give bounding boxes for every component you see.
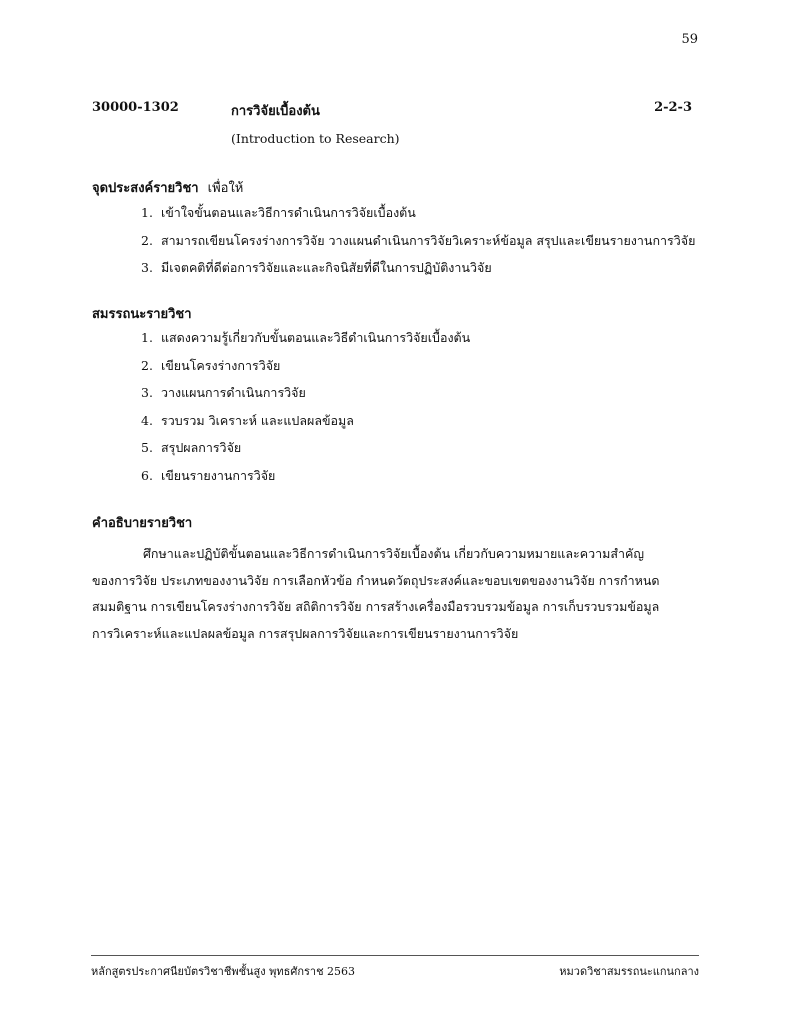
page-number: 59 — [681, 32, 698, 47]
description-line: สมมติฐาน การเขียนโครงร่างการวิจัย สถิติการวิจัย การสร้างเครื่องมือรวบรวมข้อมูล การเก็บรวบรวมข้อมูล — [92, 599, 660, 615]
item-text: สรุปผลการวิจัย — [160, 440, 242, 456]
objectives-list — [141, 203, 695, 286]
item-number: 1. — [141, 330, 153, 345]
list-item — [141, 356, 470, 384]
item-text: รวบรวม วิเคราะห์ และแปลผลข้อมูล — [160, 412, 354, 428]
item-number: 2. — [141, 357, 153, 373]
list-item — [141, 203, 695, 231]
list-item — [141, 411, 470, 439]
course-title-english: (Introduction to Research) — [231, 131, 400, 146]
description-line: การวิเคราะห์และแปลผลข้อมูล การสรุปผลการวิจัยและการเขียนรายงานการวิจัย — [92, 626, 519, 642]
course-code: 30000-1302 — [92, 100, 179, 115]
objectives-heading — [92, 177, 243, 198]
item-number: 4. — [141, 412, 153, 428]
item-text: มีเจตคติที่ดีต่อการวิจัยและและกิจนิสัยที่ดีในการปฏิบัติงานวิจัย — [160, 260, 492, 276]
item-number: 1. — [141, 205, 153, 220]
course-credits: 2-2-3 — [654, 100, 692, 115]
course-header — [92, 100, 692, 120]
item-number: 3. — [141, 260, 153, 276]
item-number: 5. — [141, 440, 153, 456]
course-description — [92, 541, 704, 648]
course-title: การวิจัยเบื้องต้น — [231, 104, 320, 119]
item-text: เขียนโครงร่างการวิจัย — [160, 357, 281, 373]
list-item — [141, 328, 470, 356]
objectives-heading-label: จุดประสงค์รายวิชา — [92, 181, 199, 196]
item-number: 2. — [141, 232, 153, 248]
description-heading: คำอธิบายรายวิชา — [92, 516, 193, 531]
item-text: เขียนรายงานการวิจัย — [160, 467, 276, 483]
item-number: 3. — [141, 385, 153, 401]
objectives-heading-suffix: เพื่อให้ — [207, 181, 244, 196]
list-item — [141, 258, 695, 286]
competencies-list — [141, 328, 470, 494]
item-text: สามารถเขียนโครงร่างการวิจัย วางแผนดำเนินการวิจัยวิเคราะห์ข้อมูล สรุปและเขียนรายงานการวิจัย — [160, 232, 696, 248]
item-text: แสดงความรู้เกี่ยวกับขั้นตอนและวิธีดำเนินการวิจัยเบื้องต้น — [160, 330, 471, 345]
description-line: ศึกษาและปฏิบัติขั้นตอนและวิธีการดำเนินการวิจัยเบื้องต้น เกี่ยวกับความหมายและความสำคัญ — [143, 546, 645, 561]
description-line: ของการวิจัย ประเภทของงานวิจัย การเลือกหัวข้อ กำหนดวัตถุประสงค์และขอบเขตของงานวิจัย การกำหนด — [92, 572, 660, 588]
list-item — [141, 231, 695, 259]
competencies-heading: สมรรถนะรายวิชา — [92, 307, 192, 322]
item-number: 6. — [141, 467, 153, 483]
footer-category: หมวดวิชาสมรรถนะแกนกลาง — [559, 965, 699, 978]
list-item — [141, 438, 470, 466]
item-text: วางแผนการดำเนินการวิจัย — [160, 385, 306, 401]
footer-curriculum: หลักสูตรประกาศนียบัตรวิชาชีพชั้นสูง พุทธศักราช 2563 — [91, 965, 356, 978]
footer-divider — [91, 955, 699, 956]
item-text: เข้าใจขั้นตอนและวิธีการดำเนินการวิจัยเบื้องต้น — [160, 205, 416, 220]
list-item — [141, 466, 470, 494]
list-item — [141, 383, 470, 411]
